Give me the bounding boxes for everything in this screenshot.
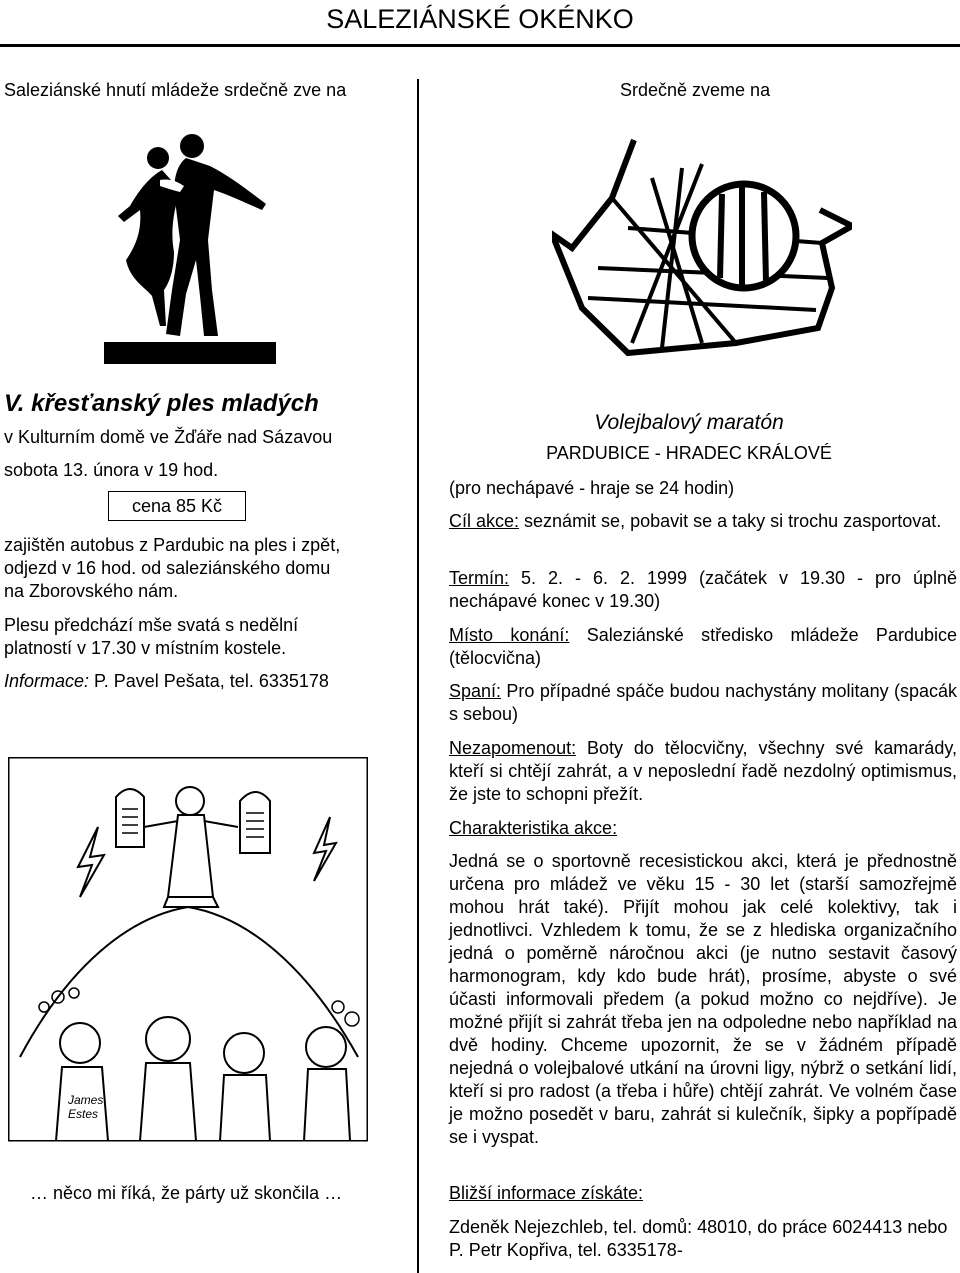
ball-venue: v Kulturním domě ve Žďáře nad Sázavou: [4, 427, 333, 447]
bus-line-3: na Zborovského nám.: [4, 581, 179, 601]
bus-line-2: odjezd v 16 hod. od saleziánského domu: [4, 558, 331, 578]
ball-info-line: [4, 670, 329, 693]
left-intro: Saleziánské hnutí mládeže srdečně zve na: [4, 80, 347, 100]
cartoon-signature: James Estes: [68, 1093, 104, 1121]
place-text: Saleziánské středisko mládeže Pardubice (tělocvična): [449, 625, 957, 668]
sleeping-label: Spaní:: [449, 681, 502, 701]
characteristics-text: Jedná se o sportovně recesistickou akci, která je přednostně určena pro mládež ve věku 15 - 30 let (starší samozřejmě mohou hrát také). Přijít mohou jak celé kolektivy, tak i jednotlivci. Vzhledem k tomu, že se z hlediska organizačního jedná o poměrně náročnou akci (je nutno sestavit časový harmonogram, kdy kdo bude hrát), prosíme, abyste o své účasti informovali předem (a pokud možno co nejdříve). Je možné přijít si zahrát třeba jen na odpoledne nebo například na dvě hodiny. Chceme upozornit, že se v žádném případě nejedná o volejbalové utkání na úrovni ligy, nýbrž o setkání lidí, kteří si pro radost (a třeba i hůře) chtějí zahrát. Ve volném čase je možno posedět v baru, zahrát si kulečník, šipky a popřípadě se i vyspat.: [449, 851, 957, 1147]
sleeping-text: Pro případné spáče budou nachystány molitany (spacák s sebou): [449, 681, 957, 724]
mass-line-2: platností v 17.30 v místním kostele.: [4, 638, 287, 658]
volleyball-net-illustration: [552, 138, 852, 383]
ball-info-label: Informace:: [4, 671, 90, 691]
marathon-subtitle: PARDUBICE - HRADEC KRÁLOVÉ: [546, 443, 832, 463]
ball-price-box: cena 85 Kč: [108, 491, 246, 521]
bring-text: Boty do tělocvičny, všechny své kamarády, kteří si chtějí zahrát, a v neposlední řadě nezdolný optimismus, že jste to schopni přežít.: [449, 738, 957, 804]
marathon-date: [449, 567, 957, 613]
ball-title: V. křesťanský ples mladých: [4, 390, 319, 417]
bring-label: Nezapomenout:: [449, 738, 577, 758]
bus-line-1: zajištěn autobus z Pardubic na ples i zpět,: [4, 535, 341, 555]
column-divider: [417, 79, 419, 1273]
contact-text: Zdeněk Nejezchleb, tel. domů: 48010, do práce 6024413 nebo P. Petr Kopřiva, tel. 6335178-: [449, 1217, 948, 1260]
right-intro: Srdečně zveme na: [620, 80, 771, 100]
marathon-sleeping: [449, 680, 957, 726]
date-text: 5. 2. - 6. 2. 1999 (začátek v 19.30 - pro úplně nechápavé konec v 19.30): [449, 568, 957, 611]
marathon-title: Volejbalový maratón: [594, 411, 784, 434]
cartoon-caption: … něco mi říká, že párty už skončila …: [30, 1183, 343, 1203]
marathon-bring: [449, 737, 957, 806]
moses-cartoon: [8, 757, 368, 1142]
marathon-place: [449, 624, 957, 670]
date-label: Termín:: [449, 568, 510, 588]
marathon-goal: [449, 510, 957, 533]
dancing-couple-illustration: [100, 120, 280, 365]
place-label: Místo konání:: [449, 625, 570, 645]
goal-label: Cíl akce:: [449, 511, 520, 531]
ball-date: sobota 13. února v 19 hod.: [4, 460, 219, 480]
title-divider: [0, 44, 960, 47]
characteristics-label: Charakteristika akce:: [449, 818, 618, 838]
mass-line-1: Plesu předchází mše svatá s nedělní: [4, 615, 299, 635]
goal-text: seznámit se, pobavit se a taky si trochu zasportovat.: [519, 511, 942, 531]
page-title: SALEZIÁNSKÉ OKÉNKO: [326, 4, 634, 34]
ball-info-text: P. Pavel Pešata, tel. 6335178: [89, 671, 329, 691]
marathon-note: (pro nechápavé - hraje se 24 hodin): [449, 478, 735, 498]
contact-label: Bližší informace získáte:: [449, 1183, 644, 1203]
